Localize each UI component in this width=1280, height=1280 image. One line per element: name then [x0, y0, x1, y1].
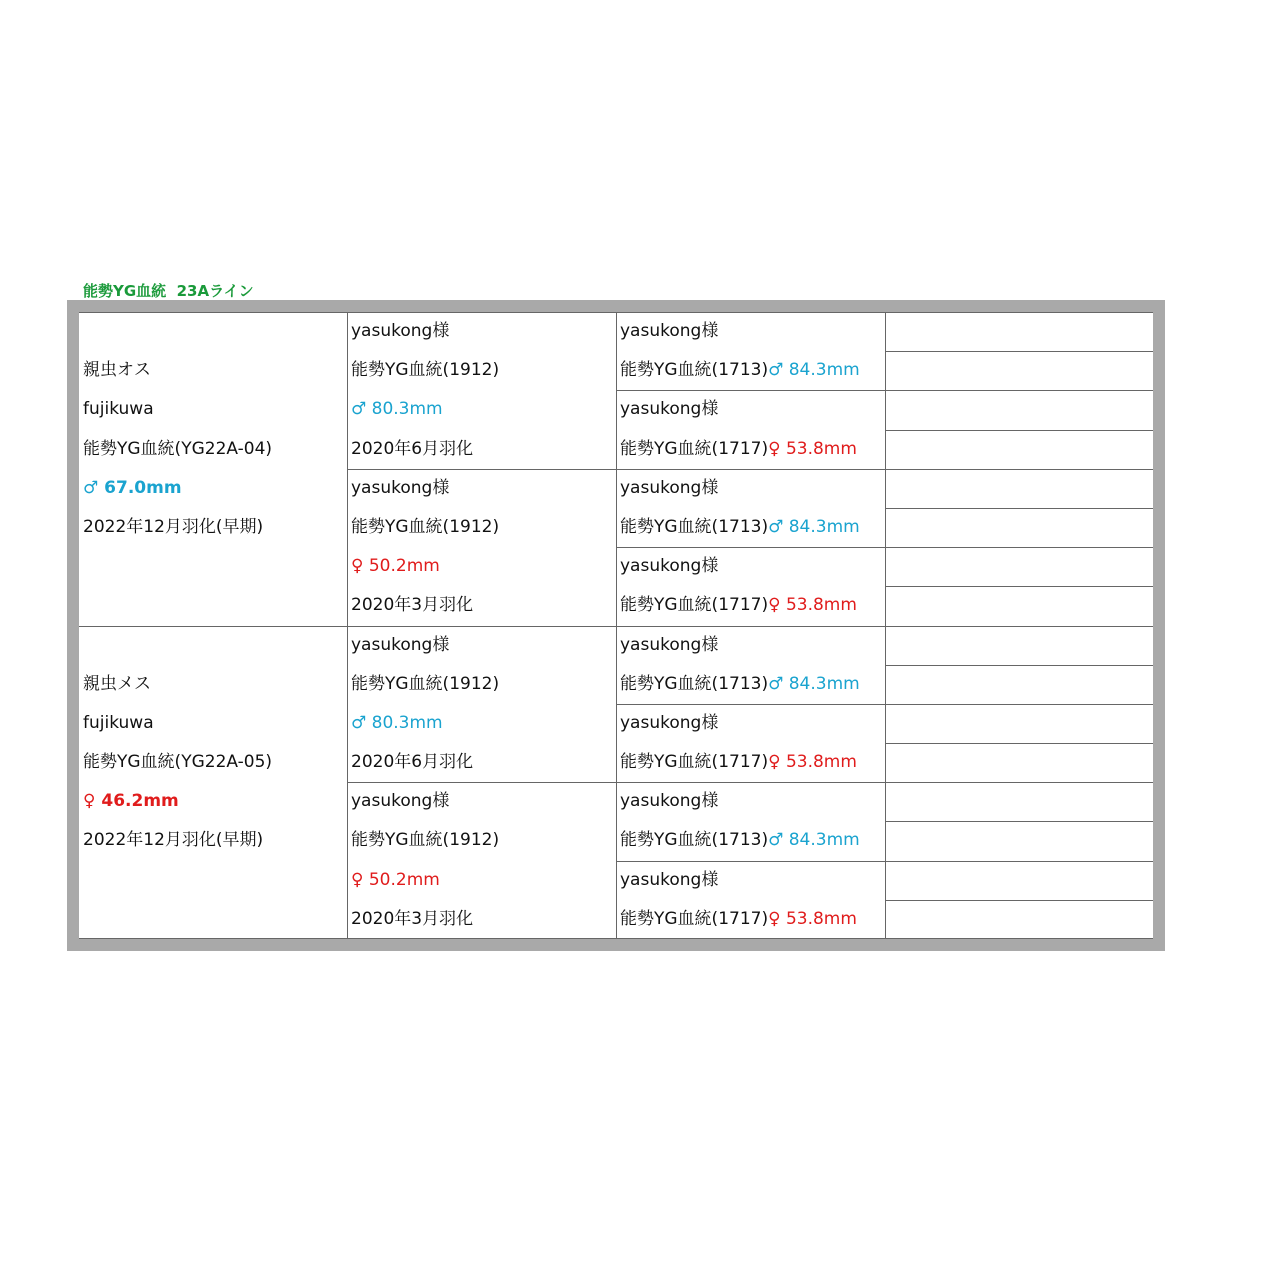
- grid-line-horizontal: [347, 782, 1153, 783]
- bloodline-with-size: [616, 900, 885, 939]
- bloodline-with-size: [616, 665, 885, 704]
- hatch-date: 2020年6月羽化: [351, 752, 474, 773]
- great-grandparent-cell: [616, 861, 885, 939]
- parent-cell: [79, 626, 347, 940]
- grandparent-cell: [347, 469, 616, 626]
- body-size: ♀ 53.8mm: [768, 908, 857, 929]
- great-grandparent-cell: [616, 547, 885, 625]
- bloodline: 能勢YG血統(YG22A-04): [83, 438, 273, 459]
- grandparent-cell: [347, 626, 616, 783]
- hatch-date: 2020年3月羽化: [351, 595, 474, 616]
- hatch-date: 2020年6月羽化: [351, 438, 474, 459]
- bloodline: 能勢YG血統(1713): [620, 673, 769, 694]
- bloodline: 能勢YG血統(1912): [351, 516, 500, 537]
- breeder-name: yasukong様: [620, 634, 719, 655]
- great-grandparent-cell: [616, 312, 885, 390]
- great-grandparent-cell: [616, 390, 885, 468]
- grid-line-vertical: [885, 312, 886, 939]
- grid-line-horizontal: [347, 469, 1153, 470]
- bloodline-with-size: [616, 508, 885, 547]
- bloodline-with-size: [616, 586, 885, 625]
- body-size: ♂ 67.0mm: [83, 477, 182, 498]
- breeder-name: yasukong様: [620, 477, 719, 498]
- breeder-name: yasukong様: [620, 556, 719, 577]
- bloodline: 能勢YG血統(1713): [620, 830, 769, 851]
- pedigree-table: [79, 312, 1153, 939]
- grid-line-horizontal: [885, 743, 1153, 744]
- bloodline-with-size: [616, 821, 885, 860]
- body-size: ♀ 53.8mm: [768, 438, 857, 459]
- great-grandparent-cell: [616, 782, 885, 860]
- body-size: ♀ 50.2mm: [351, 556, 440, 577]
- bloodline: 能勢YG血統(1713): [620, 360, 769, 381]
- bloodline: 能勢YG血統(1912): [351, 360, 500, 381]
- grid-line-vertical: [616, 312, 617, 939]
- body-size: ♂ 80.3mm: [351, 712, 443, 733]
- grandparent-cell: [347, 312, 616, 469]
- page-title: 能勢YG血統 23Aライン: [83, 282, 254, 300]
- parent-label: 親虫オス: [83, 360, 151, 381]
- cell-spacer: [79, 312, 347, 351]
- bloodline: 能勢YG血統(1912): [351, 830, 500, 851]
- grandparent-cell: [347, 782, 616, 939]
- bloodline: 能勢YG血統(1717): [620, 438, 769, 459]
- great-grandparent-cell: [616, 626, 885, 704]
- grid-line-horizontal: [885, 508, 1153, 509]
- breeder-name: yasukong様: [351, 321, 450, 341]
- breeder-name: yasukong様: [620, 869, 719, 890]
- bloodline-with-size: [616, 351, 885, 390]
- grid-line-horizontal: [885, 586, 1153, 587]
- grid-line-horizontal: [885, 900, 1153, 901]
- body-size: ♂ 84.3mm: [768, 673, 860, 694]
- hatch-date: 2022年12月羽化(早期): [83, 830, 264, 851]
- breeder-name: yasukong様: [620, 399, 719, 420]
- hatch-date: 2022年12月羽化(早期): [83, 516, 264, 537]
- breeder-name: yasukong様: [620, 791, 719, 812]
- body-size: ♂ 80.3mm: [351, 399, 443, 420]
- body-size: ♂ 84.3mm: [768, 360, 860, 381]
- grid-line-horizontal: [885, 821, 1153, 822]
- hatch-date: 2020年3月羽化: [351, 908, 474, 929]
- parent-cell: [79, 312, 347, 626]
- bloodline-with-size: [616, 430, 885, 469]
- breeder-name: yasukong様: [620, 321, 719, 341]
- great-grandparent-cell: [616, 469, 885, 547]
- grid-line-horizontal: [885, 351, 1153, 352]
- bloodline: 能勢YG血統(1717): [620, 908, 769, 929]
- breeder-name: fujikuwa: [83, 399, 154, 420]
- body-size: ♀ 46.2mm: [83, 791, 179, 812]
- grid-line-horizontal: [885, 430, 1153, 431]
- grid-line-horizontal: [885, 665, 1153, 666]
- breeder-name: yasukong様: [620, 712, 719, 733]
- body-size: ♀ 50.2mm: [351, 869, 440, 890]
- breeder-name: yasukong様: [351, 477, 450, 498]
- bloodline: 能勢YG血統(1912): [351, 673, 500, 694]
- body-size: ♂ 84.3mm: [768, 830, 860, 851]
- cell-spacer: [79, 626, 347, 665]
- breeder-name: fujikuwa: [83, 712, 154, 733]
- bloodline: 能勢YG血統(1713): [620, 516, 769, 537]
- bloodline: 能勢YG血統(1717): [620, 595, 769, 616]
- bloodline: 能勢YG血統(1717): [620, 752, 769, 773]
- breeder-name: yasukong様: [351, 791, 450, 812]
- grid-line-vertical: [347, 312, 348, 939]
- body-size: ♀ 53.8mm: [768, 752, 857, 773]
- body-size: ♀ 53.8mm: [768, 595, 857, 616]
- bloodline: 能勢YG血統(YG22A-05): [83, 752, 273, 773]
- bloodline-with-size: [616, 743, 885, 782]
- body-size: ♂ 84.3mm: [768, 516, 860, 537]
- breeder-name: yasukong様: [351, 634, 450, 655]
- great-grandparent-cell: [616, 704, 885, 782]
- parent-label: 親虫メス: [83, 673, 151, 694]
